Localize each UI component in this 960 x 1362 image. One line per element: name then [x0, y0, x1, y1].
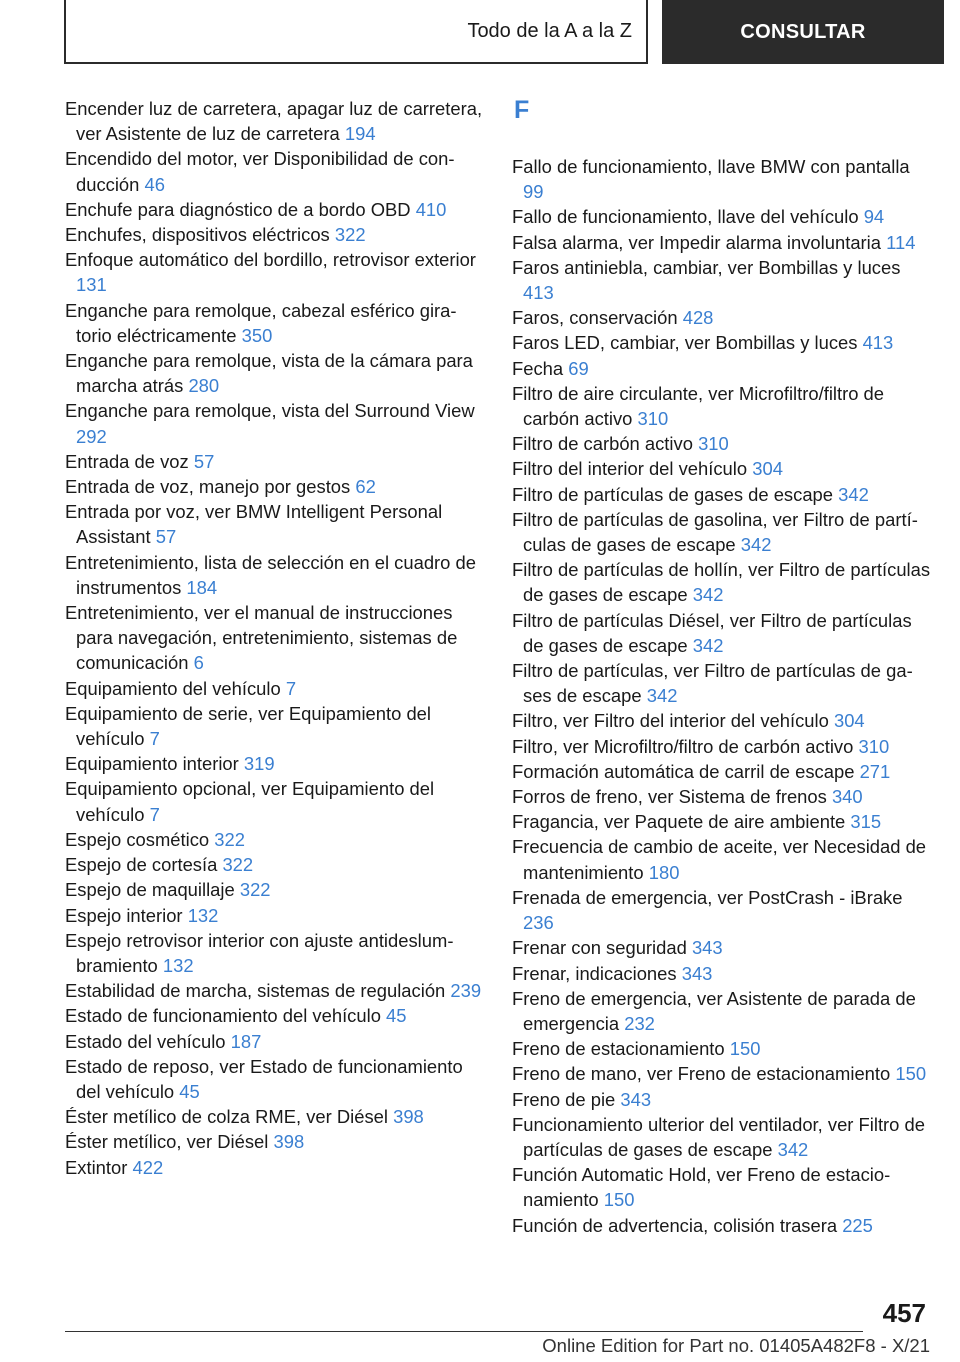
page-link[interactable]: 46: [144, 173, 165, 195]
page-link[interactable]: 342: [740, 534, 772, 556]
index-entry: [512, 1036, 932, 1061]
index-entry: [65, 449, 485, 474]
tab-bar: [0, 0, 960, 66]
index-entry: [65, 676, 485, 701]
index-entry-text: Freno de estacionamiento: [512, 1038, 725, 1060]
index-entry-text: Estado de funcionamiento del vehículo: [65, 1005, 381, 1027]
index-entry-text: Faros antiniebla, cambiar, ver Bombillas y luces: [512, 256, 901, 278]
page-link[interactable]: 7: [149, 728, 160, 750]
index-entry: [65, 499, 485, 549]
index-entry: [65, 298, 485, 348]
index-entry-text: Filtro de carbón activo: [512, 433, 693, 455]
index-entry-text: Entretenimiento, ver el manual de instrucciones para navegación, entretenimiento, sistemas de comunicación: [65, 602, 458, 674]
index-entry-text: Filtro de partículas Diésel, ver Filtro de partículas de gases de escape: [512, 609, 912, 656]
index-entry: [65, 197, 485, 222]
page-link[interactable]: 232: [624, 1012, 655, 1034]
page-link[interactable]: 180: [648, 861, 680, 883]
index-entry: [65, 1155, 485, 1180]
index-entry-text: Entrada de voz, manejo por gestos: [65, 476, 351, 498]
index-entry-text: Faros, conservación: [512, 307, 678, 329]
index-entry-text: Enfoque automático del bordillo, retrovisor exterior: [65, 249, 476, 271]
index-entry: [65, 751, 485, 776]
page-link[interactable]: 184: [186, 576, 218, 598]
index-entry-text: Espejo cosmético: [65, 828, 210, 850]
page-link[interactable]: 343: [681, 962, 713, 984]
index-entry: [512, 734, 932, 759]
index-entry-text: Enganche para remolque, vista del Surround View: [65, 400, 475, 422]
index-entry: [512, 456, 932, 481]
page-link[interactable]: 428: [682, 307, 714, 329]
index-entry: [65, 550, 485, 600]
index-entry: [512, 431, 932, 456]
page-link[interactable]: 62: [355, 476, 376, 498]
page-link[interactable]: 150: [895, 1063, 927, 1085]
index-entry: [65, 398, 485, 448]
page-link[interactable]: 310: [637, 408, 669, 430]
index-entry: [65, 247, 485, 297]
index-entry: [512, 1087, 932, 1112]
index-entry: [65, 978, 485, 1003]
page-link[interactable]: 350: [241, 324, 273, 346]
index-entry-text: Filtro de partículas de gases de escape: [512, 483, 834, 505]
index-entry-text: Formación automática de carril de escape: [512, 760, 855, 782]
index-entry: [512, 784, 932, 809]
page-link[interactable]: 57: [155, 526, 177, 548]
index-entry: [65, 1054, 485, 1104]
page-link[interactable]: 342: [646, 685, 678, 707]
index-entry: [65, 877, 485, 902]
index-entry-text: Equipamiento opcional, ver Equipamiento del vehículo: [65, 778, 435, 825]
page-number: 457: [882, 1298, 926, 1328]
index-entry-text: Frenada de emergencia, ver PostCrash - iBrake: [512, 886, 903, 908]
tab-consultar-label: CONSULTAR: [740, 20, 866, 43]
index-entry: [512, 809, 932, 834]
index-entry-text: Espejo de maquillaje: [65, 879, 235, 901]
index-entry: [512, 834, 932, 884]
index-entry-text: Equipamiento del vehículo: [65, 677, 281, 699]
page-link[interactable]: 342: [692, 584, 724, 606]
page-link[interactable]: 236: [523, 912, 554, 934]
index-entry-text: Forros de freno, ver Sistema de frenos: [512, 786, 827, 808]
page-link[interactable]: 342: [692, 634, 724, 656]
index-entry-text: Estabilidad de marcha, sistemas de regulación: [65, 980, 446, 1002]
tab-a-to-z[interactable]: [64, 0, 648, 64]
index-entry: [65, 1003, 485, 1028]
index-entry: [512, 1162, 932, 1212]
page-link[interactable]: 132: [162, 954, 194, 976]
page-link[interactable]: 7: [149, 803, 160, 825]
page-link[interactable]: 280: [188, 375, 220, 397]
index-entry: [512, 1061, 932, 1086]
index-entry: [512, 961, 932, 986]
index-entry: [65, 348, 485, 398]
index-entry-text: Filtro de partículas de gasolina, ver Filtro de partículas de gases de escape: [512, 508, 918, 556]
page-link[interactable]: 322: [222, 854, 254, 876]
index-entry-text: Frecuencia de cambio de aceite, ver Necesidad de mantenimiento: [512, 836, 927, 883]
tab-a-to-z-label: Todo de la A a la Z: [467, 19, 632, 42]
page-link[interactable]: 319: [243, 753, 275, 775]
index-entry-text: Frenar con seguridad: [512, 937, 687, 959]
index-entry-text: Entretenimiento, lista de selección en el cuadro de instrumentos: [65, 551, 476, 598]
index-entry-text: Fragancia, ver Paquete de aire ambiente: [512, 811, 846, 833]
footer-divider: [65, 1331, 863, 1332]
page-link[interactable]: 225: [842, 1214, 873, 1236]
page-link[interactable]: 271: [859, 760, 891, 782]
index-entry-text: Función de advertencia, colisión trasera: [512, 1214, 838, 1236]
index-entry-text: Faros LED, cambiar, ver Bombillas y luces: [512, 332, 858, 354]
index-entry-text: Función Automatic Hold, ver Freno de estacionamiento: [512, 1164, 891, 1211]
index-column-right: [512, 96, 932, 1238]
page-link[interactable]: 342: [777, 1138, 809, 1160]
index-entry: [512, 608, 932, 658]
index-entry: [512, 935, 932, 960]
page-link[interactable]: 187: [230, 1030, 262, 1052]
index-entry: [512, 557, 932, 607]
index-entry: [65, 222, 485, 247]
page-link[interactable]: 131: [76, 274, 107, 296]
index-entry-text: Freno de pie: [512, 1088, 616, 1110]
page-link[interactable]: 340: [831, 786, 863, 808]
index-entry-text: Enganche para remolque, vista de la cámara para marcha atrás: [65, 350, 473, 397]
index-entry: [512, 482, 932, 507]
index-entry-text: Encendido del motor, ver Disponibilidad de conducción: [65, 148, 455, 195]
index-entry-text: Filtro de partículas, ver Filtro de partículas de gases de escape: [512, 660, 913, 707]
page-link[interactable]: 343: [691, 937, 723, 959]
index-entry: [65, 146, 485, 196]
index-entry: [65, 852, 485, 877]
index-entry: [512, 230, 932, 255]
index-entry-text: Espejo interior: [65, 904, 183, 926]
index-entry-text: Frenar, indicaciones: [512, 962, 677, 984]
page-link[interactable]: 57: [193, 450, 215, 472]
page-link[interactable]: 304: [752, 458, 783, 480]
index-entry: [65, 600, 485, 676]
index-entry-text: Estado de reposo, ver Estado de funcionamiento del vehículo: [65, 1055, 463, 1102]
index-entry-text: Falsa alarma, ver Impedir alarma involuntaria: [512, 231, 881, 253]
index-entry-text: Enganche para remolque, cabezal esférico giratorio eléctricamente: [65, 299, 457, 346]
index-entry: [65, 1129, 485, 1154]
page-link[interactable]: 99: [523, 181, 544, 203]
index-entry: [65, 827, 485, 852]
index-entry: [512, 154, 932, 204]
page-link[interactable]: 194: [344, 123, 376, 145]
page-link[interactable]: 239: [450, 980, 482, 1002]
index-entry: [65, 776, 485, 826]
index-entry-text: Fallo de funcionamiento, llave del vehículo: [512, 206, 859, 228]
section-letter: F: [514, 96, 530, 124]
index-entry: [65, 1029, 485, 1054]
page-link[interactable]: 413: [523, 282, 554, 304]
page-link[interactable]: 343: [620, 1088, 652, 1110]
page-link[interactable]: 304: [833, 710, 865, 732]
index-entry-text: Filtro, ver Filtro del interior del vehículo: [512, 710, 829, 732]
index-entry: [512, 1112, 932, 1162]
index-entry: [65, 96, 485, 146]
page-link[interactable]: 398: [273, 1131, 305, 1153]
page-link[interactable]: 413: [862, 332, 894, 354]
index-entry: [512, 204, 932, 229]
index-entry-text: Freno de mano, ver Freno de estacionamiento: [512, 1063, 891, 1085]
index-entry: [512, 658, 932, 708]
page-link[interactable]: 398: [393, 1106, 424, 1128]
index-entries-right: [512, 154, 932, 1238]
index-entry: [65, 928, 485, 978]
index-entry-text: Equipamiento interior: [65, 753, 239, 775]
page-link[interactable]: 422: [132, 1156, 164, 1178]
index-entry-text: Extintor: [65, 1156, 128, 1178]
index-entry: [512, 305, 932, 330]
page-link[interactable]: 342: [838, 483, 869, 505]
index-entry: [65, 903, 485, 928]
index-entry-text: Fecha: [512, 357, 564, 379]
index-entry: [512, 255, 932, 305]
page-link[interactable]: 410: [415, 198, 447, 220]
index-entry: [512, 708, 932, 733]
page-link[interactable]: 150: [603, 1189, 635, 1211]
page-link[interactable]: 322: [334, 224, 366, 246]
index-entry-text: Encender luz de carretera, apagar luz de carretera, ver Asistente de luz de carretera: [65, 98, 483, 145]
index-entry-text: Espejo de cortesía: [65, 854, 218, 876]
index-entry-text: Enchufes, dispositivos eléctricos: [65, 224, 330, 246]
index-entry: [512, 759, 932, 784]
index-entry: [512, 356, 932, 381]
page-link[interactable]: 45: [386, 1005, 407, 1027]
footer-text: Online Edition for Part no. 01405A482F8 - X/21: [542, 1335, 930, 1356]
page-link[interactable]: 310: [698, 433, 729, 455]
page-link[interactable]: 150: [729, 1038, 761, 1060]
index-entry-text: Fallo de funcionamiento, llave BMW con pantalla: [512, 156, 910, 177]
index-entry: [512, 381, 932, 431]
index-entry: [512, 330, 932, 355]
page-link[interactable]: 114: [886, 231, 916, 253]
index-entry-text: Enchufe para diagnóstico de a bordo OBD: [65, 198, 411, 220]
tab-consultar[interactable]: [662, 0, 944, 64]
page-link[interactable]: 6: [193, 652, 204, 674]
index-entry: [512, 885, 932, 935]
index-entry: [65, 1104, 485, 1129]
index-entry: [512, 1213, 932, 1238]
page-link[interactable]: 132: [187, 904, 219, 926]
index-entry: [65, 474, 485, 499]
index-entry-text: Filtro, ver Microfiltro/filtro de carbón activo: [512, 735, 854, 757]
page-link[interactable]: 94: [863, 206, 885, 228]
index-entry-text: Freno de emergencia, ver Asistente de parada de emergencia: [512, 987, 916, 1034]
index-entry-text: Entrada por voz, ver BMW Intelligent Personal Assistant: [65, 501, 443, 548]
page-link[interactable]: 7: [285, 677, 297, 699]
index-entry-text: Éster metílico de colza RME, ver Diésel: [65, 1106, 388, 1128]
page-link[interactable]: 315: [850, 811, 882, 833]
index-entry-text: Espejo retrovisor interior con ajuste antideslumbramiento: [65, 929, 454, 976]
index-entry-text: Equipamiento de serie, ver Equipamiento del vehículo: [65, 702, 431, 750]
index-entry: [512, 986, 932, 1036]
page-link[interactable]: 322: [239, 879, 271, 901]
page-link[interactable]: 322: [214, 828, 245, 850]
index-entry-text: Filtro de partículas de hollín, ver Filtro de partículas de gases de escape: [512, 559, 931, 606]
index-entry-text: Filtro del interior del vehículo: [512, 458, 748, 480]
index-entry-text: Éster metílico, ver Diésel: [65, 1131, 269, 1153]
index-entry: [65, 701, 485, 751]
page-link[interactable]: 69: [568, 357, 589, 379]
index-entry-text: Filtro de aire circulante, ver Microfiltro/filtro de carbón activo: [512, 382, 885, 430]
index-entry-text: Estado del vehículo: [65, 1030, 226, 1052]
index-entry: [512, 507, 932, 557]
index-entry-text: Funcionamiento ulterior del ventilador, ver Filtro de partículas de gases de escape: [512, 1113, 925, 1160]
page-link[interactable]: 310: [858, 735, 890, 757]
page-link[interactable]: 45: [179, 1080, 200, 1102]
page-link[interactable]: 292: [76, 425, 107, 447]
index-column-left: [65, 96, 485, 1180]
index-entry-text: Entrada de voz: [65, 450, 189, 472]
